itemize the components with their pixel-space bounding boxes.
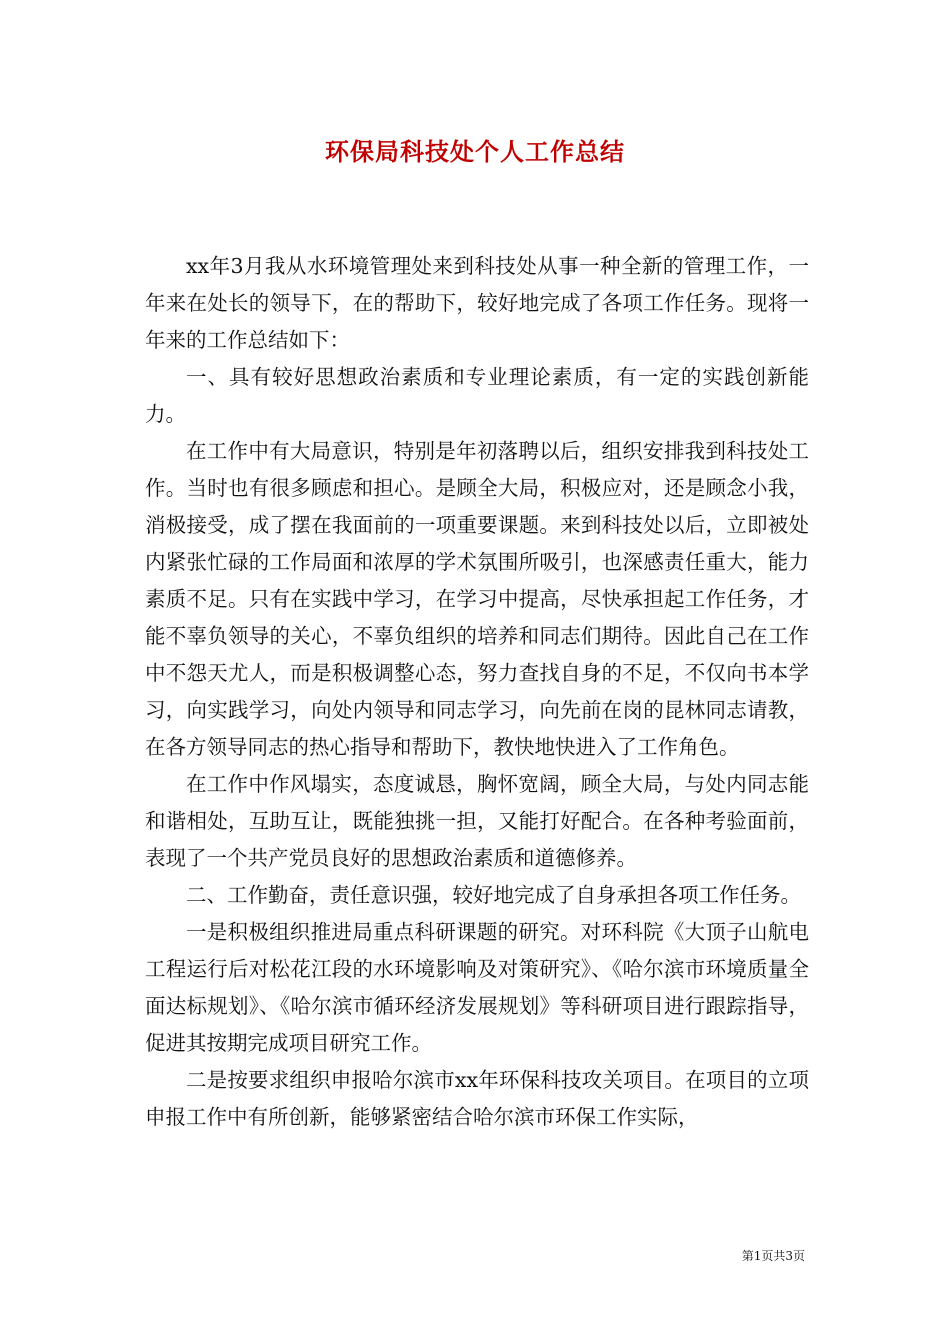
document-body xyxy=(145,248,809,1136)
paragraph-intro: xx年3月我从水环境管理处来到科技处从事一种全新的管理工作，一年来在处长的领导下，在的帮助下，较好地完成了各项工作任务。现将一年来的工作总结如下： xyxy=(145,254,809,352)
page-number-footer: 第1页共3页 xyxy=(741,1249,805,1263)
paragraph-research-projects: 一是积极组织推进局重点科研课题的研究。对环科院《大顶子山航电工程运行后对松花江段的水环境影响及对策研究》、《哈尔滨市环境质量全面达标规划》、《哈尔滨市循环经济发展规划》等科研项目进行跟踪指导，促进其按期完成项目研究工作。 xyxy=(145,920,809,1055)
paragraph-big-picture: 在工作中有大局意识，特别是年初落聘以后，组织安排我到科技处工作。当时也有很多顾虑和担心。是顾全大局，积极应对，还是顾念小我，消极接受，成了摆在我面前的一项重要课题。来到科技处以后，立即被处内紧张忙碌的工作局面和浓厚的学术氛围所吸引，也深感责任重大，能力素质不足。只有在实践中学习，在学习中提高，尽快承担起工作任务，才能不辜负领导的关心，不辜负组织的培养和同志们期待。因此自己在工作中不怨天尤人，而是积极调整心态，努力查找自身的不足，不仅向书本学习，向实践学习，向处内领导和同志学习，向先前在岗的昆林同志请教，在各方领导同志的热心指导和帮助下，教快地快进入了工作角色。 xyxy=(145,439,809,759)
paragraph-heading-two: 二、工作勤奋，责任意识强，较好地完成了自身承担各项工作任务。 xyxy=(186,883,801,907)
document-title: 环保局科技处个人工作总结 xyxy=(325,137,625,166)
paragraph-heading-one: 一、具有较好思想政治素质和专业理论素质，有一定的实践创新能力。 xyxy=(145,365,809,426)
paragraph-project-application: 二是按要求组织申报哈尔滨市xx年环保科技攻关项目。在项目的立项申报工作中有所创新，能够紧密结合哈尔滨市环保工作实际， xyxy=(145,1068,809,1129)
paragraph-work-style: 在工作中作风塌实，态度诚恳，胸怀宽阔，顾全大局，与处内同志能和谐相处，互助互让，既能独挑一担，又能打好配合。在各种考验面前，表现了一个共产党员良好的思想政治素质和道德修养。 xyxy=(145,772,809,870)
